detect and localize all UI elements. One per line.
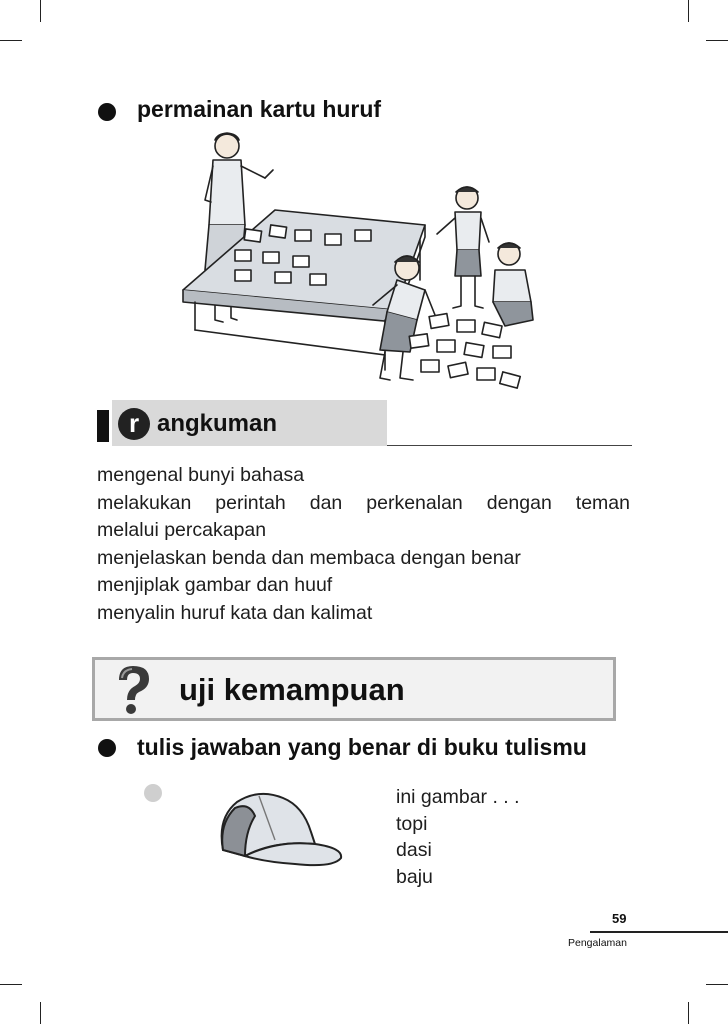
answer-option: baju [396,865,433,888]
crop-mark-top-left-h [0,40,22,41]
question-prompt: ini gambar . . . [396,786,520,808]
cap-icon [215,788,345,870]
summary-header [97,400,632,448]
summary-item: menjelaskan benda dan membaca dengan benar [97,546,521,569]
crop-mark-top-right-v [688,0,689,22]
summary-item: melakukan perintah dan perkenalan dengan teman [97,491,630,514]
summary-item: menyalin huruf kata dan kalimat [97,601,373,624]
question-bullet-icon [144,784,162,802]
answer-option: dasi [396,839,432,861]
quiz-banner [92,657,616,721]
answer-options [396,784,520,890]
crop-mark-bottom-left-v [40,1002,41,1024]
summary-item: melalui percakapan [97,519,267,541]
letter-card-game-illustration [175,130,555,405]
bullet-icon [98,103,116,121]
page-number: 59 [612,911,627,926]
quiz-instruction: tulis jawaban yang benar di buku tulismu [137,734,587,760]
crop-mark-top-left-v [40,0,41,22]
chapter-label: Pengalaman [568,937,627,949]
summary-item: mengenal bunyi bahasa [97,464,305,486]
answer-option: topi [396,812,428,835]
summary-item: menjiplak gambar dan huuf [97,574,333,596]
summary-list [97,462,630,627]
summary-divider [387,445,632,446]
summary-label: angkuman [157,410,278,437]
bullet-icon [98,739,116,757]
summary-badge: r [118,408,150,440]
question-mark-icon [105,664,161,716]
summary-header-bar [97,410,109,442]
crop-mark-top-right-h [706,40,728,41]
footer-divider [590,931,728,933]
section-heading: permainan kartu huruf [137,96,382,122]
crop-mark-bottom-left-h [0,984,22,985]
crop-mark-bottom-right-v [688,1002,689,1024]
quiz-title: uji kemampuan [179,672,405,707]
crop-mark-bottom-right-h [706,984,728,985]
